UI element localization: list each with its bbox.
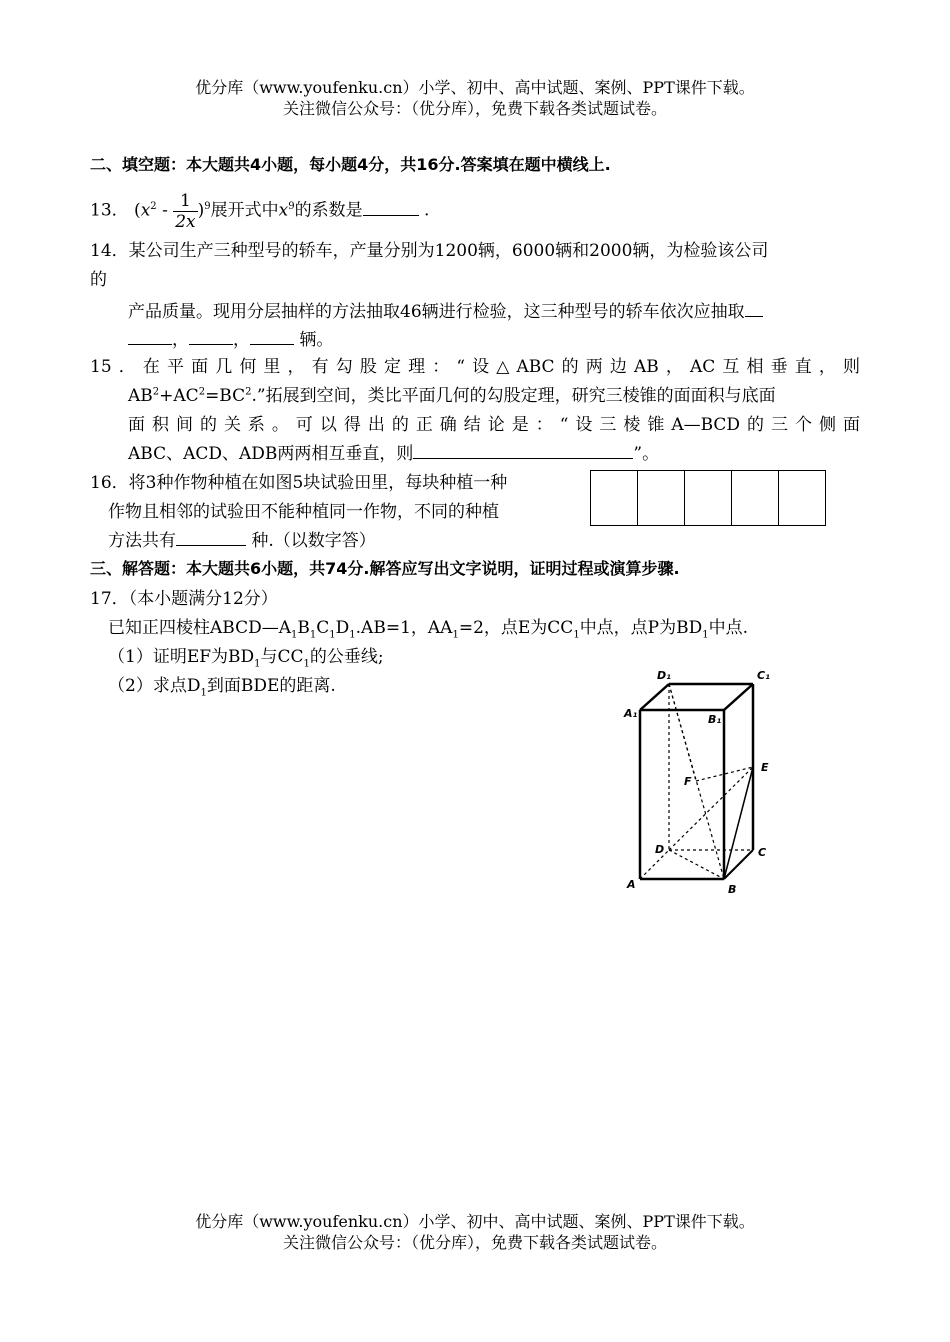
segment-db [669,850,724,879]
q17-given-d: D [335,618,350,638]
q15-line-2-rest: .”拓展到空间，类比平面几何的勾股定理，研究三棱锥的面面积与底面 [251,386,776,406]
q16-line-3-a: 方法共有 [108,531,176,551]
q17-given-b: B [297,618,310,638]
q13-number: 13． [90,200,129,221]
label-f: F [684,775,692,788]
field-plot-1 [591,471,638,526]
q13-text-b: 的系数是 [294,200,363,221]
q15-line-4-a: ABC、ACD、ADB两两相互垂直，则 [128,444,414,464]
q17-given-g: 中点，点P为BD [579,618,703,638]
q14-sep-2: ， [233,330,250,350]
q15-sup-1: 2 [152,386,160,398]
q14-line-2: 的 [90,270,107,290]
label-c1: C₁ [757,669,770,682]
q17-p2-sub-1: 1 [200,687,207,699]
q13-minus: - [162,200,168,221]
q13-close-paren: ) [197,200,205,221]
q16-field-grid [590,470,826,526]
q17-sub-5: 1 [452,629,459,641]
q15-line-3: 面积间的关系。可以得出的正确结论是：“设三棱锥A—BCD的三个侧面 [128,415,860,435]
prism-figure [615,665,785,895]
q14-sep-1: ， [172,330,189,350]
label-b1: B₁ [708,713,722,726]
q13-exp9b: 9 [288,201,295,212]
q13-fraction [173,191,197,232]
label-d1: D₁ [657,669,671,682]
q17-p1-b: 与CC [260,647,304,667]
q13-answer-blank[interactable] [363,198,419,216]
q14-line-3-text: 产品质量。现用分层抽样的方法抽取46辆进行检验，这三种型号的轿车依次应抽取 [128,302,745,322]
header-line-1: 优分库（www.youfenku.cn）小学、初中、高中试题、案例、PPT课件下载。 [195,78,755,97]
q17-given-f: =2，点E为CC [458,618,574,638]
q17-number: 17．（本小题满分12分） [90,589,278,609]
field-plot-5 [779,471,826,526]
q15-sup-2: 2 [198,386,206,398]
q14-line-3 [128,297,763,322]
q13-frac-num: 1 [173,191,197,212]
q17-sub-6: 1 [573,629,580,641]
label-e: E [761,761,769,774]
field-plot-4 [732,471,779,526]
section-2-title: 二、填空题：本大题共4小题，每小题4分，共16分.答案填在题中横线上. [90,155,611,174]
segment-be [724,767,753,879]
q17-sub-3: 1 [329,629,336,641]
q13-open-paren: ( [134,200,141,221]
field-plot-3 [685,471,732,526]
question-13 [90,184,429,230]
q14-line-1: 14．某公司生产三种型号的轿车，产量分别为1200辆，6000辆和2000辆，为检验该公司 [90,241,769,261]
q17-given [108,613,748,640]
q17-given-e: .AB=1，AA [355,618,453,638]
q14-unit: 辆。 [299,330,334,350]
label-c: C [758,846,767,859]
q17-p2-b: 到面BDE的距离. [206,676,336,696]
q17-p1-sub-2: 1 [303,658,310,670]
q16-line-2: 作物且相邻的试验田不能种植同一作物，不同的种植 [108,502,499,522]
q17-p1-sub-1: 1 [254,658,261,670]
q13-frac-den: 2x [175,211,196,232]
label-d: D [655,843,665,856]
footer-line-1: 优分库（www.youfenku.cn）小学、初中、高中试题、案例、PPT课件下载。 [195,1212,755,1231]
label-b: B [728,883,737,895]
footer-line-2: 关注微信公众号：（优分库），免费下载各类试题试卷。 [282,1233,667,1252]
header-line-2: 关注微信公众号：（优分库），免费下载各类试题试卷。 [282,99,667,118]
q13-x9: x [278,200,289,221]
q13-x: x [140,200,151,221]
q15-line-2 [128,381,776,406]
q14-blank-2[interactable] [189,327,233,345]
q15-ab: AB [128,386,153,406]
q17-given-a: 已知正四棱柱ABCD—A [108,618,291,638]
q17-p1-c: 的公垂线; [309,647,384,667]
q13-end: . [424,200,430,221]
q17-part-2 [108,671,336,698]
q15-answer-blank[interactable] [413,441,633,459]
q15-eq-bc: =BC [205,386,246,406]
segment-d1f [669,684,696,781]
q15-sup-3: 2 [245,386,252,398]
q17-sub-2: 1 [309,629,317,641]
q13-text-a: 展开式中 [210,200,279,221]
q16-line-1: 16．将3种作物种植在如图5块试验田里，每块种植一种 [90,473,508,493]
q16-line-3-b: 种.（以数字答） [251,531,376,551]
q14-blank-1[interactable] [128,327,172,345]
edge-b1c1 [724,684,753,710]
label-a1: A₁ [624,707,638,720]
q13-exp2: 2 [150,201,157,212]
q14-blank-1-start[interactable] [745,299,763,317]
q14-blank-3[interactable] [250,327,294,345]
q15-line-4 [128,439,659,464]
q16-line-3 [108,526,376,551]
q16-answer-blank[interactable] [176,528,246,546]
q14-line-4 [128,325,333,350]
q15-line-1: 15．在平面几何里，有勾股定理：“设△ABC的两边AB，AC互相垂直，则 [90,357,860,377]
q15-line-4-b: ”。 [633,444,660,464]
field-plot-2 [638,471,685,526]
edge-a1d1 [640,684,669,710]
q17-part-1 [108,642,384,669]
q17-p1-a: （1）证明EF为BD [108,647,255,667]
q17-sub-7: 1 [702,629,709,641]
section-3-title: 三、解答题：本大题共6小题，共74分.解答应写出文字说明，证明过程或演算步骤. [90,559,680,578]
q17-given-h: 中点. [708,618,749,638]
q17-sub-1: 1 [291,629,298,641]
q13-exp9: 9 [204,201,211,212]
segment-de [669,767,753,850]
q17-given-c: C [316,618,330,638]
q15-plus-ac: +AC [159,386,199,406]
q17-p2-a: （2）求点D [108,676,201,696]
label-a: A [627,878,636,891]
q17-sub-4: 1 [349,629,356,641]
